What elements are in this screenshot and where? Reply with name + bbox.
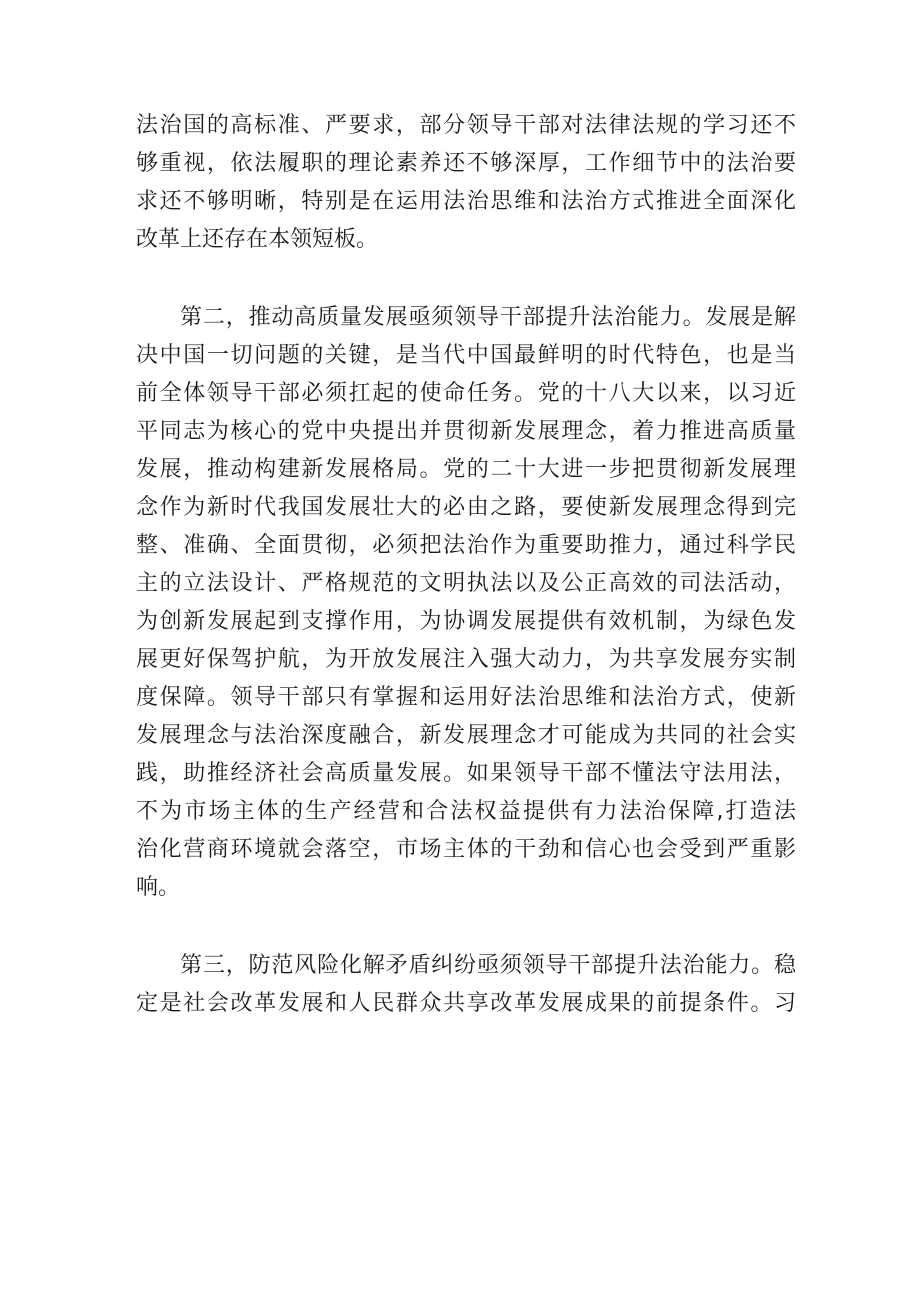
paragraph-3 — [136, 947, 796, 1023]
paragraph-line: 响。 — [136, 875, 181, 900]
paragraph-line: 平同志为核心的党中央提出并贯彻新发展理念，着力推进高质量 — [136, 419, 796, 444]
paragraph-line: 度保障。领导干部只有掌握和运用好法治思维和法治方式，使新 — [136, 685, 796, 710]
paragraph-line: 决中国一切问题的关键，是当代中国最鲜明的时代特色，也是当 — [136, 343, 796, 368]
paragraph-1 — [136, 107, 796, 259]
paragraph-line: 改革上还存在本领短板。 — [136, 227, 379, 252]
paragraph-line: 发展理念与法治深度融合，新发展理念才可能成为共同的社会实 — [136, 723, 796, 748]
paragraph-line: 第二，推动高质量发展亟须领导干部提升法治能力。发展是解 — [180, 305, 796, 330]
paragraph-line: 整、准确、全面贯彻，必须把法治作为重要助推力，通过科学民 — [136, 533, 796, 558]
paragraph-line: 够重视，依法履职的理论素养还不够深厚，工作细节中的法治要 — [136, 151, 796, 176]
paragraph-spacer — [136, 907, 796, 947]
paragraph-line: 求还不够明晰，特别是在运用法治思维和法治方式推进全面深化 — [136, 189, 796, 214]
paragraph-line: 主的立法设计、严格规范的文明执法以及公正高效的司法活动， — [136, 571, 796, 596]
document-body — [136, 107, 796, 1023]
paragraph-line: 展更好保驾护航，为开放发展注入强大动力，为共享发展夯实制 — [136, 647, 796, 672]
paragraph-line: 为创新发展起到支撑作用，为协调发展提供有效机制，为绿色发 — [136, 609, 796, 634]
paragraph-line: 不为市场主体的生产经营和合法权益提供有力法治保障,打造法 — [136, 799, 796, 824]
paragraph-line: 念作为新时代我国发展壮大的必由之路，要使新发展理念得到完 — [136, 495, 796, 520]
paragraph-line: 第三，防范风险化解矛盾纠纷亟须领导干部提升法治能力。稳 — [180, 953, 796, 978]
paragraph-spacer — [136, 259, 796, 299]
paragraph-line: 发展，推动构建新发展格局。党的二十大进一步把贯彻新发展理 — [136, 457, 796, 482]
paragraph-line: 定是社会改革发展和人民群众共享改革发展成果的前提条件。习 — [136, 991, 796, 1016]
paragraph-line: 法治国的高标准、严要求，部分领导干部对法律法规的学习还不 — [136, 113, 796, 138]
paragraph-line: 治化营商环境就会落空，市场主体的干劲和信心也会受到严重影 — [136, 837, 796, 862]
paragraph-2 — [136, 299, 796, 907]
paragraph-line: 前全体领导干部必须扛起的使命任务。党的十八大以来，以习近 — [136, 381, 796, 406]
paragraph-line: 践，助推经济社会高质量发展。如果领导干部不懂法守法用法， — [136, 761, 796, 786]
